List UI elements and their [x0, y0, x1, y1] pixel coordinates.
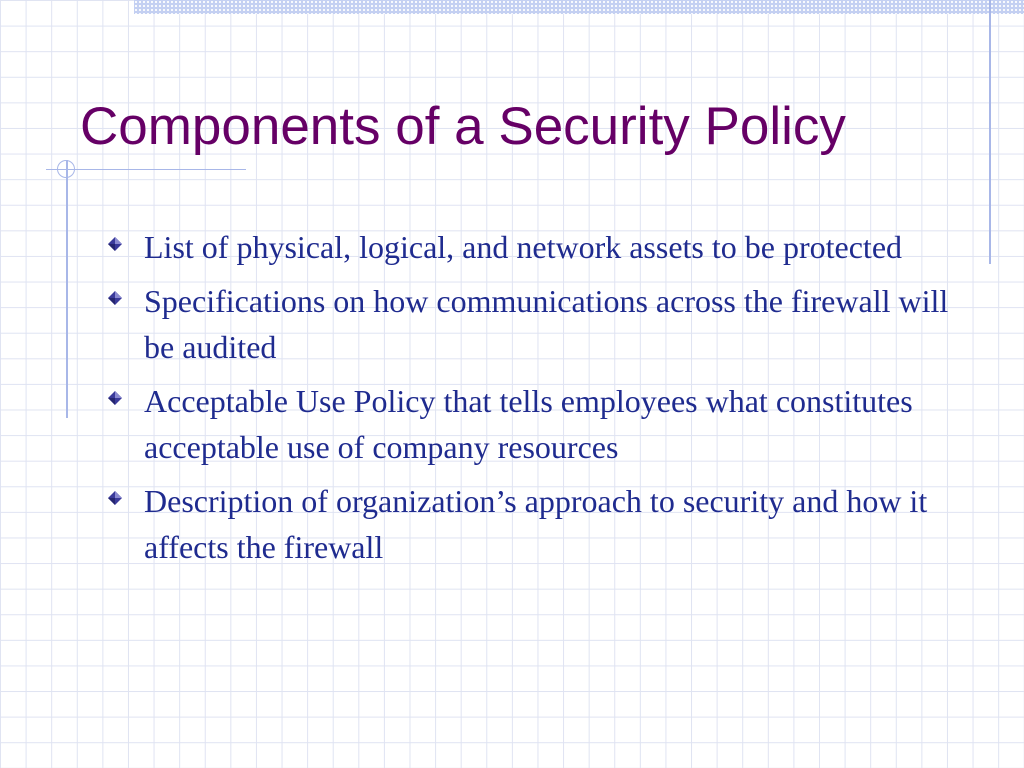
bullet-text: List of physical, logical, and network assets to be protected [144, 229, 903, 265]
slide-title: Components of a Security Policy [80, 97, 846, 156]
bullet-text: Description of organization’s approach to security and how it affects the firewall [144, 483, 928, 565]
diamond-bullet-icon [108, 237, 122, 251]
corner-circle-ornament [57, 160, 75, 178]
bullet-text: Specifications on how communications across the firewall will be audited [144, 283, 949, 365]
bullet-text: Acceptable Use Policy that tells employees what constitutes acceptable use of company resources [144, 383, 913, 465]
bullet-item [106, 224, 956, 270]
title-underline [46, 169, 246, 170]
bullet-item [106, 378, 956, 470]
right-decorative-line [989, 0, 991, 264]
bullet-item [106, 278, 956, 370]
top-decorative-band [134, 0, 1024, 14]
diamond-bullet-icon [108, 291, 122, 305]
diamond-bullet-icon [108, 491, 122, 505]
diamond-bullet-icon [108, 391, 122, 405]
bullet-item [106, 478, 956, 570]
left-decorative-line [66, 160, 68, 418]
bullet-list [106, 224, 956, 578]
